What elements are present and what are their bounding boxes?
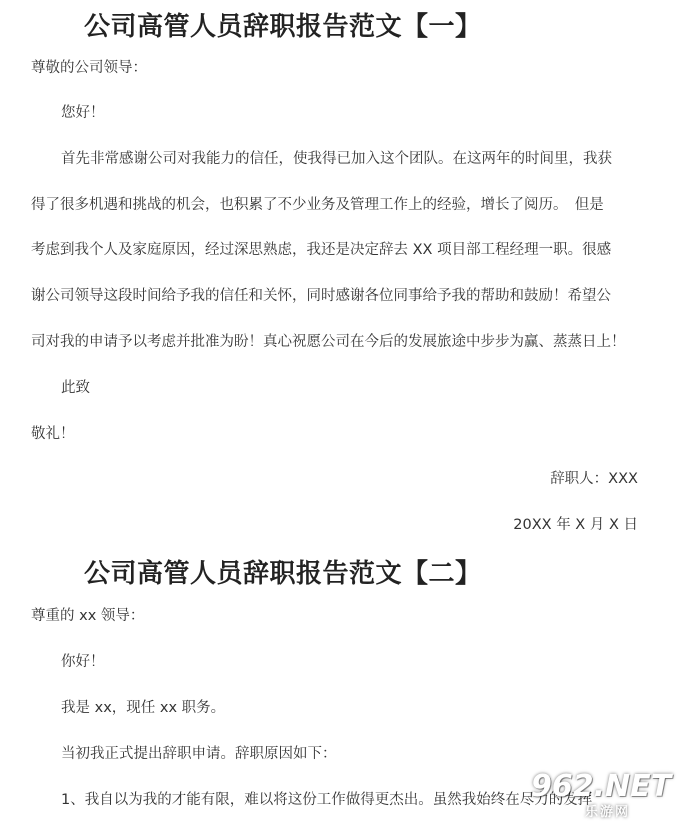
letter2-greeting: 你好！ (61, 654, 105, 670)
letter1-body-line-5: 司对我的申请予以考虑并批准为盼！真心祝愿公司在今后的发展旅途中步步为赢、蒸蒸日上！ (31, 334, 626, 350)
letter1-salutation: 尊敬的公司领导： (31, 60, 147, 76)
watermark-logo-text: 962.NET (531, 769, 672, 804)
letter2-title: 公司高管人员辞职报告范文【二】 (84, 559, 482, 589)
letter1-body-line-4: 谢公司领导这段时间给予我的信任和关怀，同时感谢各位同事给予我的帮助和鼓励！希望公 (31, 288, 611, 304)
letter1-body-line-3: 考虑到我个人及家庭原因，经过深思熟虑，我还是决定辞去 XX 项目部工程经理一职。很感 (31, 242, 612, 258)
letter2-request: 当初我正式提出辞职申请。辞职原因如下： (61, 746, 337, 762)
watermark-sub-text: 乐游网 (585, 805, 631, 820)
letter1-signer: 辞职人：XXX (550, 471, 638, 487)
letter1-title: 公司高管人员辞职报告范文【一】 (84, 12, 482, 42)
letter1-body-line-2: 得了很多机遇和挑战的机会，也积累了不少业务及管理工作上的经验，增长了阅历。 但是 (31, 197, 604, 213)
letter1-greeting: 您好！ (61, 105, 105, 121)
letter1-date: 20XX 年 X 月 X 日 (513, 517, 638, 533)
site-watermark (519, 767, 672, 820)
letter2-reason-1: 1、我自以为我的才能有限，难以将这份工作做得更杰出。虽然我始终在尽力的发挥 (61, 792, 593, 808)
letter2-salutation: 尊重的 xx 领导： (31, 608, 145, 624)
letter1-body-line-1: 首先非常感谢公司对我能力的信任，使我得已加入这个团队。在这两年的时间里，我获 (61, 151, 612, 167)
letter1-closing-2: 敬礼！ (31, 426, 75, 442)
letter2-intro: 我是 xx，现任 xx 职务。 (61, 700, 226, 716)
letter1-closing-1: 此致 (61, 380, 90, 396)
